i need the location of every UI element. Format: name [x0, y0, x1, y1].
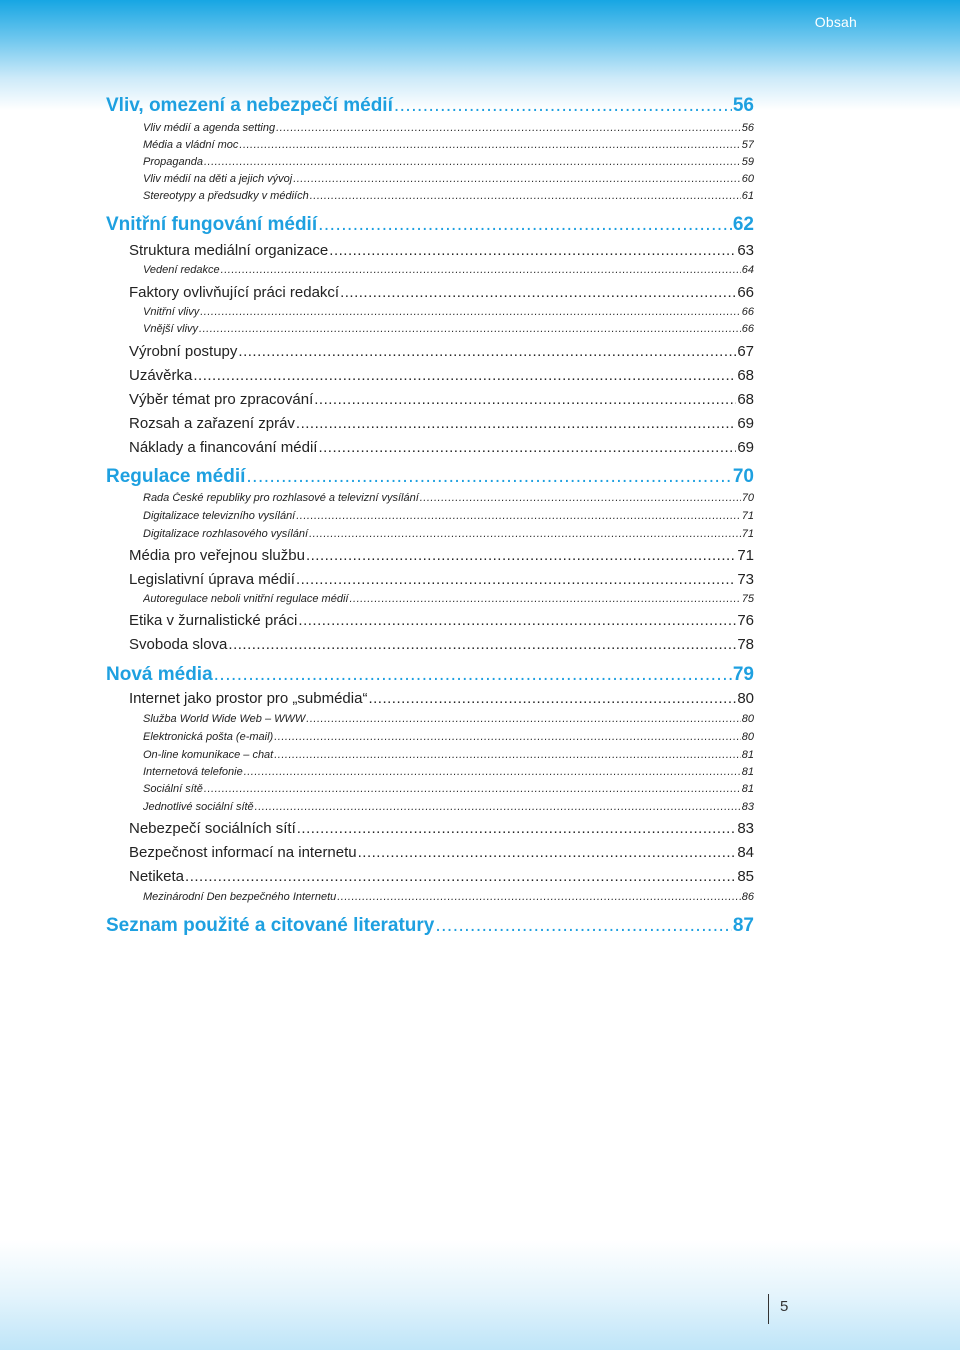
toc-entry-page: 71	[741, 510, 754, 522]
toc-dot-leader	[309, 528, 741, 540]
toc-entry-page: 68	[737, 391, 754, 408]
toc-entry-page: 76	[737, 612, 754, 629]
toc-dot-leader	[420, 492, 741, 504]
toc-entry[interactable]	[129, 415, 754, 435]
toc-entry-title: Seznam použité a citované literatury	[106, 915, 435, 936]
toc-entry-title: Výběr témat pro zpracování	[129, 391, 314, 408]
toc-entry[interactable]	[143, 156, 754, 171]
toc-entry-title: Jednotlivé sociální sítě	[143, 801, 254, 813]
toc-entry-page: 80	[737, 690, 754, 707]
toc-entry-page: 80	[741, 713, 754, 725]
toc-entry[interactable]	[143, 190, 754, 205]
toc-entry-title: Sociální sítě	[143, 783, 203, 795]
toc-entry-title: Internetová telefonie	[143, 766, 243, 778]
toc-dot-leader	[204, 156, 741, 168]
toc-entry[interactable]	[129, 367, 754, 387]
toc-dot-leader	[368, 690, 736, 707]
toc-dot-leader	[297, 820, 737, 837]
toc-entry-title: Vnitřní vlivy	[143, 306, 200, 318]
toc-entry-page: 69	[737, 439, 754, 456]
toc-entry[interactable]	[129, 343, 754, 363]
toc-entry[interactable]	[129, 242, 754, 262]
toc-entry-title: Vliv, omezení a nebezpečí médií	[106, 95, 393, 116]
toc-entry-title: Vedení redakce	[143, 264, 220, 276]
toc-dot-leader	[306, 547, 736, 564]
toc-entry[interactable]	[129, 820, 754, 840]
toc-entry-title: Služba World Wide Web – WWW	[143, 713, 306, 725]
toc-entry-page: 70	[732, 466, 754, 487]
toc-entry-page: 66	[741, 306, 754, 318]
toc-entry-title: Netiketa	[129, 868, 185, 885]
toc-entry-page: 63	[737, 242, 754, 259]
toc-dot-leader	[200, 306, 741, 318]
toc-entry[interactable]	[129, 571, 754, 591]
toc-entry-page: 83	[741, 801, 754, 813]
toc-dot-leader	[214, 664, 732, 686]
toc-entry[interactable]	[143, 173, 754, 188]
toc-dot-leader	[296, 571, 736, 588]
toc-entry-page: 59	[741, 156, 754, 168]
toc-entry-title: Vliv médií a agenda setting	[143, 122, 276, 134]
toc-entry-title: Internet jako prostor pro „submédia“	[129, 690, 368, 707]
toc-dot-leader	[274, 731, 741, 743]
toc-entry[interactable]	[129, 868, 754, 888]
toc-dot-leader	[296, 415, 736, 432]
toc-dot-leader	[221, 264, 741, 276]
toc-dot-leader	[340, 284, 736, 301]
toc-entry[interactable]	[129, 612, 754, 632]
toc-entry-title: Rada České republiky pro rozhlasové a televizní vysílání	[143, 492, 419, 504]
toc-entry[interactable]	[143, 713, 754, 728]
toc-dot-leader	[246, 466, 731, 488]
toc-entry-title: On-line komunikace – chat	[143, 749, 274, 761]
toc-entry-page: 70	[741, 492, 754, 504]
toc-dot-leader	[394, 95, 732, 117]
toc-entry-page: 71	[741, 528, 754, 540]
toc-entry-title: Vnitřní fungování médií	[106, 214, 318, 235]
toc-dot-leader	[255, 801, 741, 813]
toc-entry-title: Svoboda slova	[129, 636, 228, 653]
toc-dot-leader	[204, 783, 741, 795]
toc-entry-page: 85	[737, 868, 754, 885]
toc-entry-page: 75	[741, 593, 754, 605]
toc-dot-leader	[185, 868, 736, 885]
toc-dot-leader	[435, 915, 731, 937]
toc-entry-page: 56	[741, 122, 754, 134]
toc-entry-page: 62	[732, 214, 754, 235]
toc-entry[interactable]	[143, 122, 754, 137]
toc-dot-leader	[228, 636, 736, 653]
toc-entry-page: 81	[741, 783, 754, 795]
toc-entry-title: Etika v žurnalistické práci	[129, 612, 298, 629]
toc-dot-leader	[293, 173, 741, 185]
toc-entry[interactable]	[143, 749, 754, 764]
toc-entry[interactable]	[129, 547, 754, 567]
toc-entry[interactable]	[143, 731, 754, 746]
page-number-divider	[768, 1294, 769, 1324]
toc-dot-leader	[296, 510, 741, 522]
toc-entry[interactable]	[143, 593, 754, 608]
toc-entry[interactable]	[143, 492, 754, 507]
toc-entry[interactable]	[143, 510, 754, 525]
toc-entry-page: 66	[741, 323, 754, 335]
toc-entry-page: 87	[732, 915, 754, 936]
toc-entry-title: Propaganda	[143, 156, 203, 168]
toc-entry-page: 73	[737, 571, 754, 588]
toc-entry-title: Regulace médií	[106, 466, 246, 487]
toc-entry[interactable]	[106, 214, 754, 238]
toc-entry-page: 81	[741, 766, 754, 778]
toc-entry[interactable]	[143, 528, 754, 543]
toc-dot-leader	[298, 612, 736, 629]
toc-entry-title: Výrobní postupy	[129, 343, 238, 360]
toc-entry-page: 64	[741, 264, 754, 276]
toc-entry[interactable]	[129, 636, 754, 656]
page-number: 5	[780, 1298, 789, 1315]
toc-entry-page: 69	[737, 415, 754, 432]
toc-entry-page: 71	[737, 547, 754, 564]
toc-entry-title: Digitalizace televizního vysílání	[143, 510, 296, 522]
toc-dot-leader	[349, 593, 740, 605]
toc-entry-title: Rozsah a zařazení zpráv	[129, 415, 295, 432]
toc-entry[interactable]	[143, 264, 754, 279]
toc-dot-leader	[239, 139, 740, 151]
toc-entry-page: 86	[741, 891, 754, 903]
toc-dot-leader	[310, 190, 741, 202]
toc-entry[interactable]	[143, 306, 754, 321]
toc-entry-title: Náklady a financování médií	[129, 439, 318, 456]
toc-entry[interactable]	[143, 139, 754, 154]
toc-entry-page: 68	[737, 367, 754, 384]
toc-entry-title: Faktory ovlivňující práci redakcí	[129, 284, 340, 301]
toc-dot-leader	[358, 844, 737, 861]
toc-entry-title: Média a vládní moc	[143, 139, 239, 151]
toc-entry-page: 67	[737, 343, 754, 360]
toc-entry[interactable]	[106, 664, 754, 688]
toc-dot-leader	[314, 391, 736, 408]
toc-dot-leader	[238, 343, 736, 360]
toc-entry-title: Uzávěrka	[129, 367, 193, 384]
toc-dot-leader	[318, 439, 736, 456]
toc-dot-leader	[306, 713, 740, 725]
toc-entry-title: Bezpečnost informací na internetu	[129, 844, 357, 861]
toc-entry-title: Vliv médií na děti a jejich vývoj	[143, 173, 293, 185]
toc-entry-title: Stereotypy a předsudky v médiích	[143, 190, 309, 202]
toc-entry[interactable]	[143, 801, 754, 816]
toc-dot-leader	[337, 891, 741, 903]
toc-entry-page: 60	[741, 173, 754, 185]
toc-entry-title: Vnější vlivy	[143, 323, 199, 335]
toc-entry-title: Autoregulace neboli vnitřní regulace médií	[143, 593, 349, 605]
toc-entry[interactable]	[129, 690, 754, 710]
toc-entry-page: 80	[741, 731, 754, 743]
toc-entry[interactable]	[143, 766, 754, 781]
toc-entry-title: Média pro veřejnou službu	[129, 547, 305, 564]
toc-entry-title: Nová média	[106, 664, 213, 685]
toc-entry-title: Elektronická pošta (e-mail)	[143, 731, 274, 743]
toc-entry-page: 81	[741, 749, 754, 761]
toc-entry-title: Struktura mediální organizace	[129, 242, 329, 259]
toc-entry-title: Mezinárodní Den bezpečného Internetu	[143, 891, 337, 903]
toc-entry[interactable]	[106, 466, 754, 490]
toc-dot-leader	[199, 323, 741, 335]
toc-entry[interactable]	[129, 284, 754, 304]
toc-dot-leader	[318, 214, 732, 236]
section-title: Obsah	[814, 14, 857, 30]
toc-dot-leader	[193, 367, 736, 384]
toc-entry-title: Legislativní úprava médií	[129, 571, 295, 588]
toc-entry[interactable]	[143, 783, 754, 798]
toc-entry-title: Nebezpečí sociálních sítí	[129, 820, 296, 837]
toc-entry[interactable]	[106, 95, 754, 119]
toc-dot-leader	[329, 242, 736, 259]
toc-dot-leader	[274, 749, 741, 761]
toc-entry[interactable]	[106, 915, 754, 939]
toc-dot-leader	[276, 122, 741, 134]
toc-entry-page: 61	[741, 190, 754, 202]
toc-entry[interactable]	[143, 891, 754, 906]
toc-entry-page: 66	[737, 284, 754, 301]
footer-band	[0, 1240, 960, 1350]
toc-entry[interactable]	[129, 844, 754, 864]
toc-entry[interactable]	[129, 391, 754, 411]
toc-entry[interactable]	[143, 323, 754, 338]
toc-entry[interactable]	[129, 439, 754, 459]
toc-entry-page: 84	[737, 844, 754, 861]
toc-entry-title: Digitalizace rozhlasového vysílání	[143, 528, 309, 540]
toc-entry-page: 79	[732, 664, 754, 685]
toc-entry-page: 83	[737, 820, 754, 837]
toc-entry-page: 78	[737, 636, 754, 653]
toc-entry-page: 56	[732, 95, 754, 116]
toc-entry-page: 57	[741, 139, 754, 151]
toc-dot-leader	[244, 766, 741, 778]
